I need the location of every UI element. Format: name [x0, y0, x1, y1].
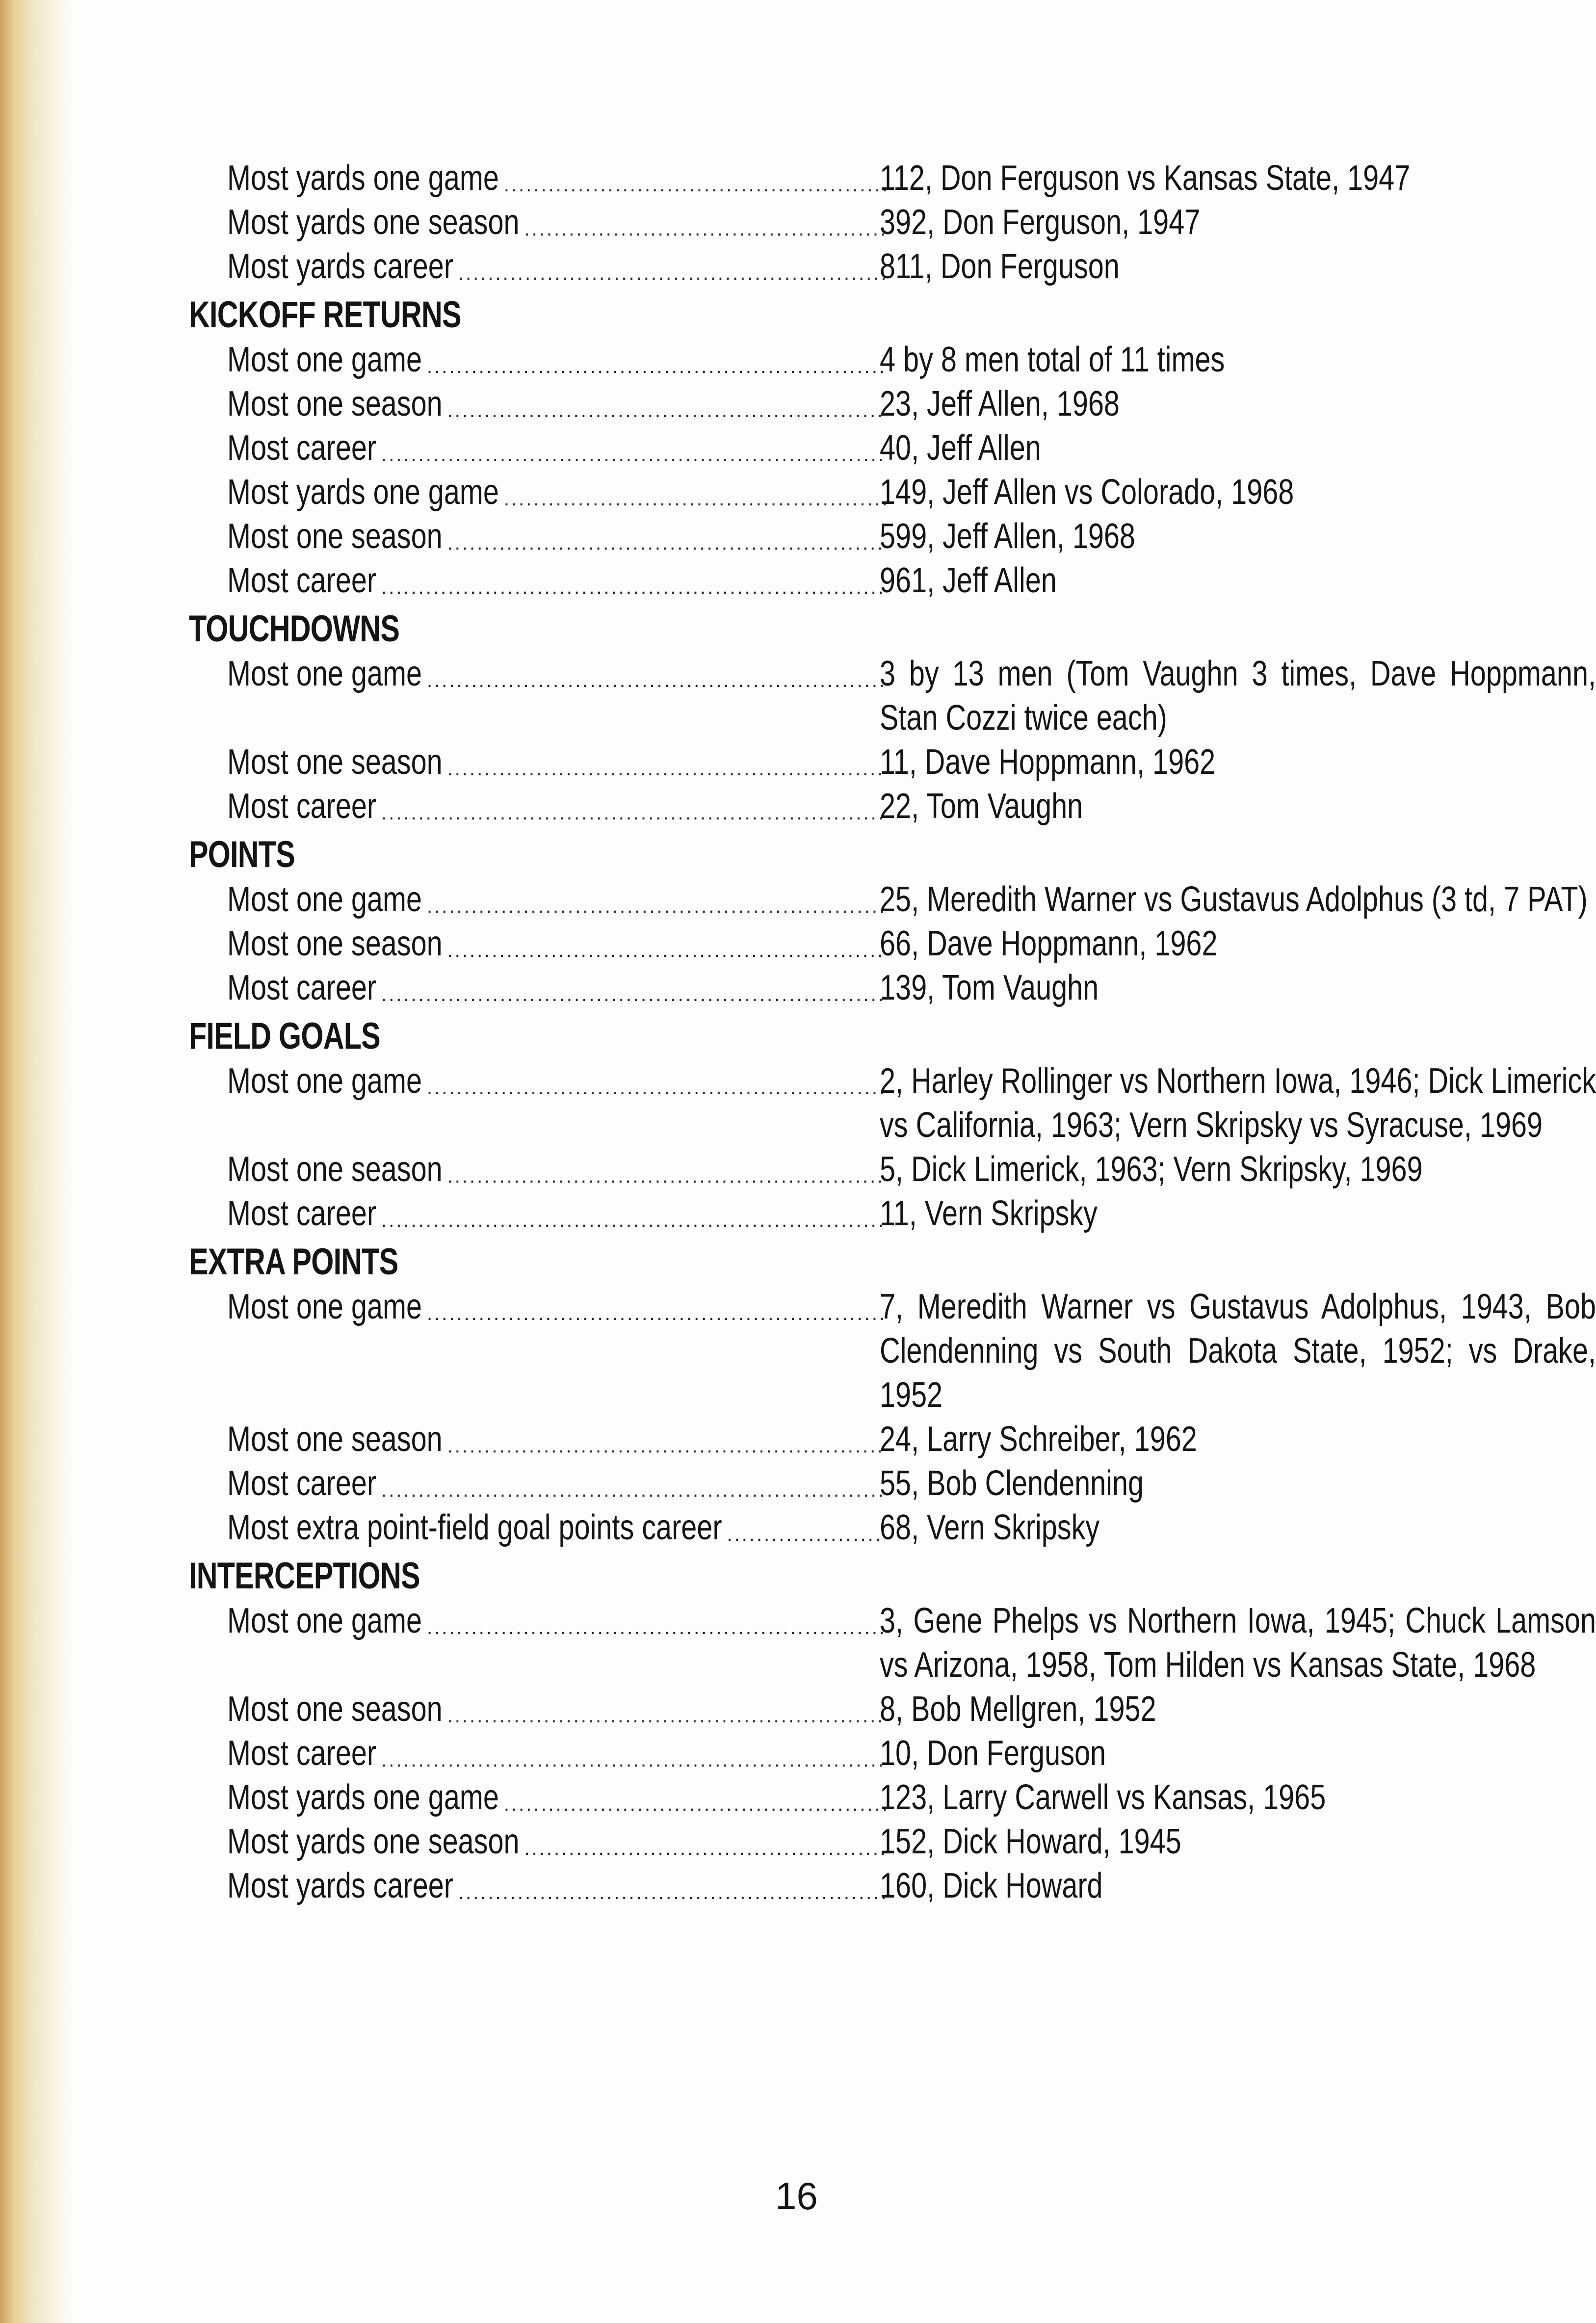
record-row — [227, 1285, 1596, 1417]
record-value: 11, Dave Hoppmann, 1962 — [880, 742, 1216, 782]
record-value: 4 by 8 men total of 11 times — [880, 340, 1225, 379]
record-label: Most yards one game — [227, 1778, 499, 1817]
record-row — [227, 740, 1563, 784]
section-extra-points — [189, 1240, 1596, 1550]
record-row — [227, 652, 1596, 740]
record-label: Most one game — [227, 340, 422, 379]
record-value: 24, Larry Schreiber, 1962 — [880, 1420, 1197, 1459]
dot-leader: ........................................................... — [447, 940, 885, 961]
record-value: 149, Jeff Allen vs Colorado, 1968 — [880, 473, 1294, 512]
record-label: Most career — [227, 1194, 377, 1233]
section-heading: INTERCEPTIONS — [189, 1555, 420, 1597]
record-value: 25, Meredith Warner vs Gustavus Adolphus (3 td, 7 PAT) — [880, 880, 1588, 919]
section-continued — [189, 156, 1563, 289]
record-row — [227, 877, 1588, 922]
record-row — [227, 1461, 1563, 1505]
dot-leader: ................................................. — [524, 1838, 888, 1859]
record-label: Most one season — [227, 924, 443, 963]
dot-leader: .............................................................. — [427, 896, 887, 917]
record-value: 23, Jeff Allen, 1968 — [880, 384, 1120, 423]
record-label: Most one game — [227, 654, 422, 693]
record-row — [227, 514, 1563, 558]
record-label: Most career — [227, 428, 377, 468]
record-row — [227, 1147, 1563, 1191]
record-row — [227, 1505, 1563, 1550]
record-row — [227, 426, 1563, 470]
record-label: Most one season — [227, 517, 443, 556]
record-label: Most career — [227, 968, 377, 1007]
record-row — [227, 200, 1563, 244]
record-row — [227, 1775, 1563, 1820]
record-label: Most yards one game — [227, 473, 499, 512]
dot-leader: .............................................................. — [427, 670, 887, 691]
record-value: 152, Dick Howard, 1945 — [880, 1822, 1181, 1861]
record-label: Most one game — [227, 1601, 422, 1640]
record-row — [227, 1599, 1596, 1687]
page-number: 16 — [775, 2174, 818, 2217]
record-row — [227, 1687, 1563, 1731]
dot-leader: ........................................................... — [447, 1705, 885, 1727]
dot-leader: .................................................................... — [381, 577, 886, 598]
record-value: 7, Meredith Warner vs Gustavus Adolphus, 1943, Bob Clendenning vs South Dakota State, 1952; vs Drake, 1952 — [880, 1287, 1596, 1415]
record-row — [227, 338, 1563, 382]
record-value: 392, Don Ferguson, 1947 — [880, 203, 1201, 242]
dot-leader: .............................................................. — [427, 1617, 887, 1638]
record-value: 10, Don Ferguson — [880, 1734, 1106, 1773]
dot-leader: ................................................. — [524, 218, 888, 240]
dot-leader: .................................................................... — [381, 802, 886, 824]
record-value: 112, Don Ferguson vs Kansas State, 1947 — [880, 158, 1411, 198]
dot-leader: .................................................................... — [381, 1749, 886, 1771]
dot-leader: ........................................................... — [447, 400, 885, 422]
record-label: Most career — [227, 561, 377, 600]
record-value: 66, Dave Hoppmann, 1962 — [880, 924, 1218, 963]
dot-leader: .......................................................... — [458, 1882, 889, 1903]
record-value: 22, Tom Vaughn — [880, 787, 1083, 826]
record-label: Most one season — [227, 1420, 443, 1459]
record-row — [227, 156, 1563, 200]
record-row — [227, 1820, 1563, 1864]
record-value: 2, Harley Rollinger vs Northern Iowa, 1946; Dick Limerick vs California, 1963; Vern Skripsky vs Syracuse, 1969 — [880, 1061, 1596, 1145]
dot-leader: .............................................................. — [427, 1303, 887, 1324]
dot-leader: .................................................................... — [381, 444, 886, 466]
section-heading: POINTS — [189, 834, 295, 875]
dot-leader: .............................................................. — [427, 1077, 887, 1099]
record-value: 3, Gene Phelps vs Northern Iowa, 1945; Chuck Lamson vs Arizona, 1958, Tom Hilden vs Kansas State, 1968 — [880, 1601, 1596, 1685]
section-kickoff-returns — [189, 292, 1563, 603]
record-row — [227, 558, 1563, 603]
record-label: Most yards career — [227, 247, 453, 286]
record-row — [227, 784, 1563, 828]
section-touchdowns — [189, 607, 1596, 828]
dot-leader: ........................................................... — [447, 1165, 885, 1187]
dot-leader: ........................................................... — [447, 758, 885, 780]
record-value: 3 by 13 men (Tom Vaughn 3 times, Dave Hoppmann, Stan Cozzi twice each) — [880, 654, 1596, 738]
dot-leader: ........................................................... — [447, 1435, 885, 1457]
dot-leader: .................................................................... — [381, 1479, 886, 1501]
record-row — [227, 382, 1563, 426]
record-label: Most yards one season — [227, 203, 520, 242]
record-row — [227, 1059, 1596, 1147]
records-content — [189, 156, 1596, 1908]
dot-leader: .................................................... — [503, 488, 890, 510]
record-label: Most yards one season — [227, 1822, 520, 1861]
record-value: 11, Vern Skripsky — [880, 1194, 1098, 1233]
dot-leader: .......................................................... — [458, 263, 889, 284]
dot-leader: .................................................... — [503, 174, 890, 196]
record-row — [227, 470, 1563, 514]
record-row — [227, 966, 1563, 1010]
record-label: Most one season — [227, 742, 443, 782]
record-value: 8, Bob Mellgren, 1952 — [880, 1689, 1156, 1729]
record-label: Most career — [227, 1464, 377, 1503]
record-label: Most one game — [227, 1287, 422, 1326]
record-value: 40, Jeff Allen — [880, 428, 1041, 468]
dot-leader: ........................................................... — [447, 532, 885, 554]
page-binding-edge — [0, 0, 74, 2323]
record-label: Most career — [227, 1734, 377, 1773]
record-label: Most yards one game — [227, 158, 499, 198]
record-value: 68, Vern Skripsky — [880, 1508, 1100, 1547]
record-value: 160, Dick Howard — [880, 1866, 1103, 1905]
record-value: 5, Dick Limerick, 1963; Vern Skripsky, 1969 — [880, 1150, 1423, 1189]
record-label: Most one season — [227, 384, 443, 423]
record-row — [227, 244, 1563, 289]
record-label: Most career — [227, 787, 377, 826]
record-label: Most one season — [227, 1150, 443, 1189]
record-value: 811, Don Ferguson — [880, 247, 1120, 286]
section-points — [189, 832, 1588, 1010]
dot-leader: .................................................................... — [381, 984, 886, 1005]
record-label: Most extra point-field goal points career — [227, 1508, 722, 1547]
section-heading: EXTRA POINTS — [189, 1241, 398, 1283]
record-label: Most one game — [227, 880, 422, 919]
record-label: Most one season — [227, 1689, 443, 1729]
record-row — [227, 1731, 1563, 1775]
dot-leader: .............................................................. — [427, 356, 887, 377]
dot-leader: ..................... — [727, 1524, 883, 1545]
record-value: 599, Jeff Allen, 1968 — [880, 517, 1135, 556]
record-row — [227, 1417, 1563, 1461]
section-heading: KICKOFF RETURNS — [189, 294, 461, 336]
section-field-goals — [189, 1014, 1596, 1236]
section-interceptions — [189, 1554, 1596, 1908]
record-value: 961, Jeff Allen — [880, 561, 1057, 600]
section-heading: TOUCHDOWNS — [189, 608, 400, 650]
record-value: 139, Tom Vaughn — [880, 968, 1099, 1007]
dot-leader: .................................................... — [503, 1794, 890, 1815]
dot-leader: .................................................................... — [381, 1210, 886, 1231]
record-label: Most one game — [227, 1061, 422, 1101]
record-row — [227, 1191, 1563, 1236]
section-heading: FIELD GOALS — [189, 1015, 380, 1057]
record-label: Most yards career — [227, 1866, 453, 1905]
record-row — [227, 922, 1563, 966]
record-value: 55, Bob Clendenning — [880, 1464, 1144, 1503]
record-value: 123, Larry Carwell vs Kansas, 1965 — [880, 1778, 1326, 1817]
record-row — [227, 1864, 1563, 1908]
